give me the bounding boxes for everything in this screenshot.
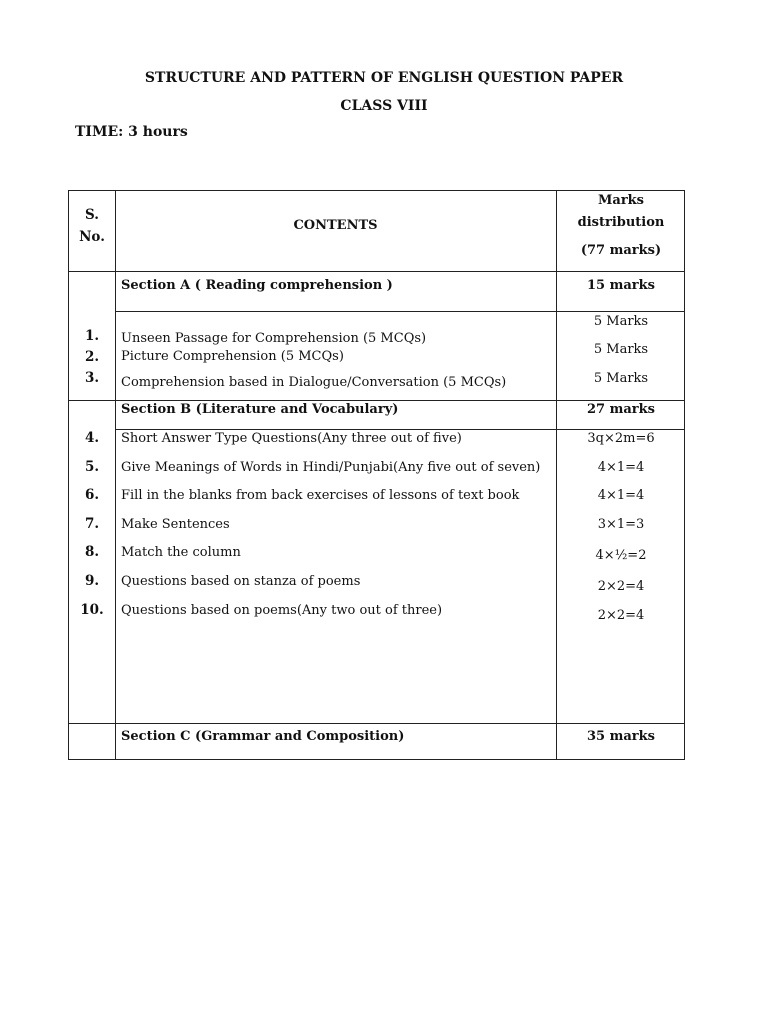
row-sno: 7. (84, 516, 100, 532)
section-c-title: Section C (Grammar and Composition) (121, 729, 405, 744)
marks-table (68, 190, 685, 760)
row-sno: 8. (84, 544, 100, 560)
time-label: TIME: 3 hours (75, 124, 188, 140)
column-divider (556, 191, 557, 759)
row-sno: 6. (84, 487, 100, 503)
row-content: Comprehension based in Dialogue/Conversation (5 MCQs) (121, 375, 507, 390)
row-marks: 4×1=4 (597, 488, 645, 503)
row-marks: 5 Marks (593, 371, 649, 386)
section-b-title: Section B (Literature and Vocabulary) (121, 402, 399, 417)
section-a-marks: 15 marks (587, 278, 655, 293)
row-content: Match the column (121, 545, 241, 560)
row-divider (115, 429, 684, 430)
row-marks: 5 Marks (593, 342, 649, 357)
row-marks: 3q×2m=6 (587, 431, 655, 446)
row-content: Questions based on stanza of poems (121, 574, 361, 589)
header-marks-line1: Marks (598, 193, 644, 208)
row-marks: 4×½=2 (595, 548, 647, 563)
header-sno-line1: S. (85, 207, 99, 223)
row-content: Fill in the blanks from back exercises of lessons of text book (121, 488, 520, 503)
row-divider (115, 311, 684, 312)
section-c-marks: 35 marks (587, 729, 655, 744)
row-divider (69, 400, 684, 401)
row-marks: 4×1=4 (597, 460, 645, 475)
row-marks: 5 Marks (593, 314, 649, 329)
row-content: Questions based on poems(Any two out of three) (121, 603, 443, 618)
document-title: STRUCTURE AND PATTERN OF ENGLISH QUESTION PAPER (144, 70, 624, 86)
header-sno-line2: No. (79, 229, 105, 245)
header-contents: CONTENTS (293, 218, 378, 233)
row-sno: 2. (84, 349, 100, 365)
row-marks: 3×1=3 (597, 517, 645, 532)
row-sno: 3. (84, 370, 100, 386)
row-content: Give Meanings of Words in Hindi/Punjabi(Any five out of seven) (121, 460, 541, 475)
row-divider (69, 271, 684, 272)
row-sno: 1. (84, 328, 100, 344)
row-divider (69, 723, 684, 724)
column-divider (115, 191, 116, 759)
row-sno: 4. (84, 430, 100, 446)
row-sno: 5. (84, 459, 100, 475)
row-sno: 10. (80, 602, 104, 618)
row-content: Picture Comprehension (5 MCQs) (121, 349, 344, 364)
section-a-title: Section A ( Reading comprehension ) (121, 278, 393, 293)
row-content: Make Sentences (121, 517, 230, 532)
row-sno: 9. (84, 573, 100, 589)
header-marks-line2: distribution (577, 215, 665, 230)
row-content: Unseen Passage for Comprehension (5 MCQs) (121, 331, 427, 346)
row-content: Short Answer Type Questions(Any three out of five) (121, 431, 462, 446)
section-b-marks: 27 marks (587, 402, 655, 417)
row-marks: 2×2=4 (597, 608, 645, 623)
class-label: CLASS VIII (340, 98, 428, 114)
header-marks-line3: (77 marks) (580, 243, 662, 258)
row-marks: 2×2=4 (597, 579, 645, 594)
